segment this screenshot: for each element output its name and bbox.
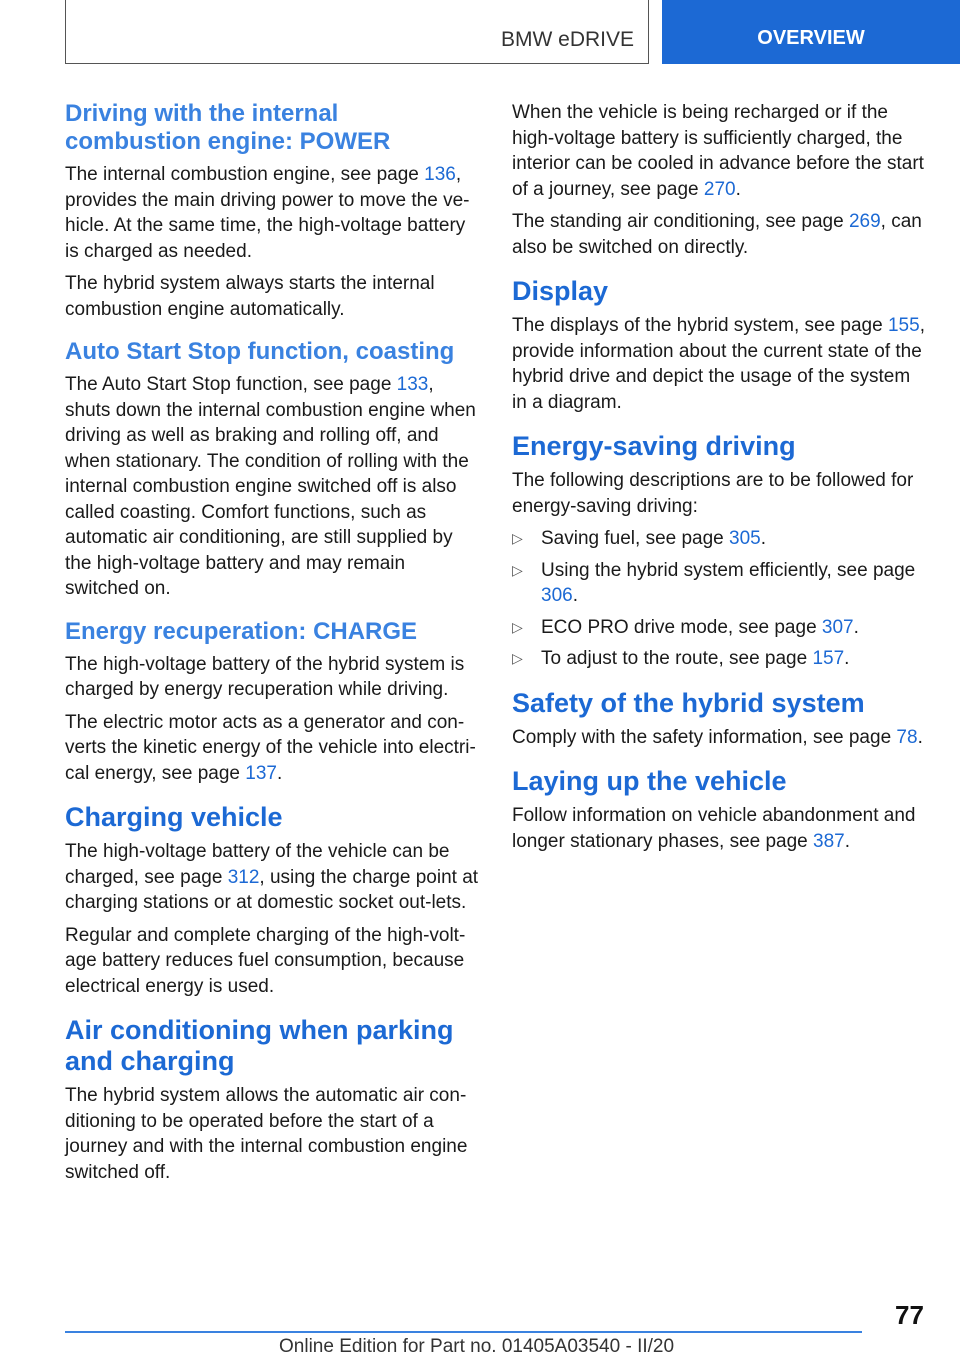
page-link[interactable]: 136	[424, 164, 456, 185]
heading-power: Driving with the internal combustion engine: POWER	[65, 100, 391, 155]
text: .	[572, 585, 578, 606]
paragraph: The hybrid system allows the automatic air con‐ditioning to be operated before the start of a journey and with the internal combustion engine switched off.	[65, 1085, 468, 1183]
text: .	[276, 762, 283, 784]
triangle-bullet-icon: ▷	[512, 561, 523, 578]
page-link[interactable]: 133	[396, 374, 429, 395]
text: .	[853, 616, 859, 638]
page-link[interactable]: 157	[812, 648, 845, 669]
text: , can also be switched on directly.	[512, 211, 922, 258]
text: , using the charge point at charging stations or at domestic socket out‐lets.	[65, 866, 479, 913]
page-link[interactable]: 387	[813, 830, 845, 852]
page-number: 77	[895, 1300, 924, 1330]
section-auto-start-stop	[65, 338, 479, 602]
paragraph	[65, 372, 479, 602]
footer-edition: Online Edition for Part no. 01405A03540 - II/20	[279, 1336, 675, 1357]
footer-divider	[65, 1331, 862, 1333]
paragraph	[65, 710, 479, 787]
page-link[interactable]: 137	[245, 762, 277, 784]
text: , provides the main driving power to move the ve‐hicle. At the same time, the high-voltage battery is charged as needed.	[65, 164, 470, 262]
text: The electric motor acts as a generator and con‐verts the kinetic energy of the vehicle into electri‐cal energy, see page	[65, 711, 476, 784]
list-item	[512, 615, 926, 641]
section-charging-vehicle	[65, 802, 479, 999]
paragraph	[512, 209, 926, 260]
section-power	[65, 100, 479, 322]
text: The high-voltage battery of the vehicle can be charged, see page	[65, 841, 450, 888]
text: The Auto Start Stop function, see page	[65, 374, 397, 395]
text: , provide information about the current state of the hybrid drive and depict the usage of the system in a diagram.	[512, 315, 925, 413]
heading-charging-vehicle: Charging vehicle	[65, 802, 283, 832]
text: .	[844, 648, 850, 669]
section-energy-recuperation	[65, 618, 479, 787]
page-link[interactable]: 270	[703, 178, 736, 200]
right-column	[512, 100, 926, 870]
header-section-title: BMW eDRIVE	[500, 28, 634, 51]
header-chapter-label: OVERVIEW	[757, 26, 865, 49]
paragraph	[512, 725, 926, 751]
paragraph: The hybrid system always starts the internal combustion engine automatically.	[65, 273, 435, 320]
heading-safety: Safety of the hybrid system	[512, 687, 865, 718]
paragraph: The high-voltage battery of the hybrid system is charged by energy recuperation while driving.	[65, 653, 465, 700]
text: .	[760, 528, 767, 549]
section-display	[512, 276, 926, 415]
text: ECO PRO drive mode, see page	[541, 616, 822, 638]
section-air-conditioning-continued	[512, 100, 926, 260]
paragraph	[512, 100, 926, 202]
paragraph	[65, 839, 479, 916]
triangle-bullet-icon: ▷	[512, 650, 523, 666]
section-laying-up	[512, 766, 926, 854]
text: Using the hybrid system efficiently, see page	[541, 559, 916, 581]
paragraph: Regular and complete charging of the high-volt‐age battery reduces fuel consumption, because electrical energy is used.	[65, 924, 466, 997]
header-chapter-tab[interactable]	[662, 0, 960, 64]
left-column	[65, 100, 479, 1201]
list-item	[512, 646, 926, 672]
page-link[interactable]: 269	[848, 211, 881, 232]
page-link[interactable]: 312	[227, 866, 260, 888]
text: The displays of the hybrid system, see page	[512, 315, 888, 336]
heading-energy-recuperation: Energy recuperation: CHARGE	[65, 617, 418, 645]
heading-auto-start-stop: Auto Start Stop function, coasting	[65, 338, 455, 365]
text: The standing air conditioning, see page	[512, 211, 849, 232]
paragraph: The following descriptions are to be followed for energy-saving driving:	[512, 470, 914, 517]
text: Saving fuel, see page	[541, 528, 730, 549]
heading-laying-up: Laying up the vehicle	[512, 766, 787, 796]
heading-air-conditioning: Air conditioning when parking and charging	[65, 1015, 454, 1076]
triangle-bullet-icon: ▷	[512, 618, 523, 635]
page-link[interactable]: 306	[541, 585, 573, 606]
text: .	[917, 726, 923, 748]
text: To adjust to the route, see page	[541, 648, 813, 669]
text: When the vehicle is being recharged or if the high-voltage battery is sufficiently charged, the interior can be cooled in advance before the start of a journey, see page	[512, 102, 924, 200]
section-energy-saving	[512, 431, 926, 672]
section-air-conditioning	[65, 1015, 479, 1185]
text: Comply with the safety information, see page	[512, 726, 897, 748]
heading-energy-saving: Energy-saving driving	[512, 431, 796, 461]
paragraph	[65, 162, 479, 264]
page-link[interactable]: 155	[887, 315, 920, 336]
text: , shuts down the internal combustion engine when driving as well as braking and rolling off, and when stationary. The condition of rolling with the internal combustion engine switched off is also called coasting. Comfort functions, such as automatic air conditioning, are still supplied by the high-voltage battery and may remain switched on.	[65, 374, 476, 599]
triangle-bullet-icon: ▷	[512, 530, 523, 546]
page-link[interactable]: 78	[896, 726, 918, 748]
list-item	[512, 526, 926, 552]
page-link[interactable]: 305	[729, 528, 761, 549]
page-link[interactable]: 307	[821, 616, 854, 638]
text: Follow information on vehicle abandonment and longer stationary phases, see page	[512, 805, 916, 852]
text: .	[735, 178, 741, 200]
text: The internal combustion engine, see page	[65, 164, 425, 185]
paragraph	[512, 803, 926, 854]
paragraph	[512, 313, 926, 415]
section-safety	[512, 688, 926, 751]
list-item	[512, 558, 926, 609]
heading-display: Display	[512, 276, 609, 306]
energy-saving-list	[512, 526, 926, 672]
text: .	[844, 830, 851, 852]
